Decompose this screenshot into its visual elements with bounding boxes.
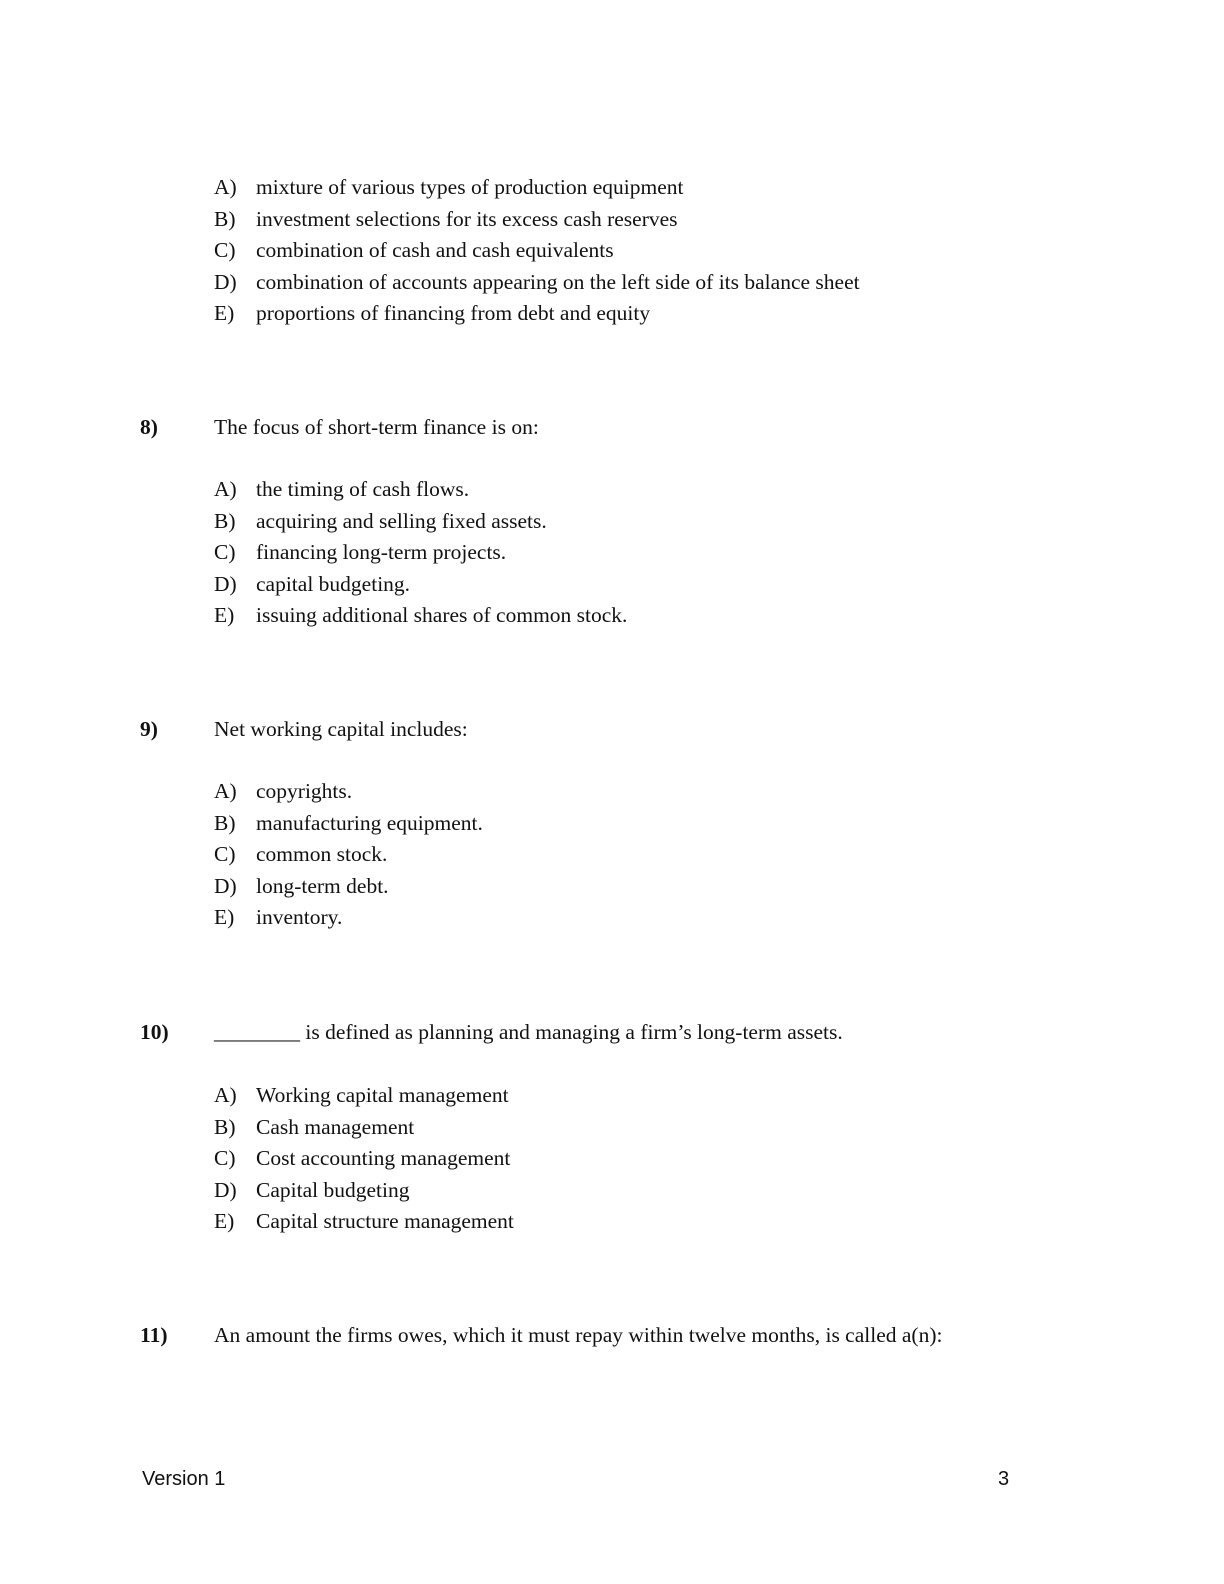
option-b — [214, 808, 483, 840]
option-e — [214, 1206, 514, 1238]
option-text: proportions of financing from debt and equity — [256, 301, 651, 325]
option-letter: C) — [214, 1146, 236, 1170]
option-text: Capital structure management — [256, 1209, 514, 1233]
question-text: An amount the firms owes, which it must repay within twelve months, is called a(n): — [214, 1323, 943, 1347]
question-9-stem — [140, 714, 468, 744]
option-text: combination of accounts appearing on the left side of its balance sheet — [256, 269, 860, 294]
option-letter: E) — [214, 1209, 235, 1233]
option-c — [214, 537, 627, 569]
option-text: Capital budgeting — [256, 1177, 410, 1202]
option-b — [214, 1112, 514, 1144]
option-letter: B) — [214, 810, 236, 835]
option-d — [214, 1175, 514, 1207]
option-a — [214, 1080, 514, 1112]
option-c — [214, 235, 860, 267]
question-number: 9) — [140, 717, 158, 741]
option-letter: B) — [214, 206, 236, 231]
option-letter: C) — [214, 842, 236, 866]
option-letter: D) — [214, 571, 237, 596]
option-text: investment selections for its excess cash reserves — [256, 206, 678, 231]
footer-page-number: 3 — [998, 1468, 1010, 1490]
option-text: manufacturing equipment. — [256, 810, 483, 835]
option-d — [214, 569, 627, 601]
option-letter: D) — [214, 1177, 237, 1202]
option-b — [214, 204, 860, 236]
option-letter: B) — [214, 1114, 236, 1139]
option-b — [214, 506, 627, 538]
question-number: 10) — [140, 1020, 169, 1044]
option-letter: E) — [214, 603, 235, 627]
option-letter: C) — [214, 540, 236, 564]
option-text: long-term debt. — [256, 873, 389, 898]
option-letter: E) — [214, 905, 235, 929]
option-letter: B) — [214, 508, 236, 533]
option-text: acquiring and selling fixed assets. — [256, 508, 547, 533]
question-11-stem — [140, 1320, 942, 1350]
option-c — [214, 1143, 514, 1175]
option-letter: A) — [214, 779, 237, 803]
question-8-stem — [140, 412, 539, 442]
option-letter: D) — [214, 873, 237, 898]
option-text: issuing additional shares of common stock. — [256, 603, 628, 627]
option-letter: A) — [214, 1083, 237, 1107]
question-text: ________ is defined as planning and managing a firm’s long-term assets. — [214, 1020, 843, 1044]
option-letter: E) — [214, 301, 235, 325]
question-10-options — [214, 1080, 514, 1238]
option-d — [214, 267, 860, 299]
option-e — [214, 600, 627, 632]
option-text: Cash management — [256, 1114, 415, 1139]
option-text: financing long-term projects. — [256, 540, 507, 564]
option-text: inventory. — [256, 905, 343, 929]
option-letter: D) — [214, 269, 237, 294]
question-text: The focus of short-term finance is on: — [214, 415, 539, 439]
option-text: mixture of various types of production equipment — [256, 175, 684, 199]
option-c — [214, 839, 483, 871]
option-text: common stock. — [256, 842, 388, 866]
option-a — [214, 776, 483, 808]
footer-version: Version 1 — [142, 1468, 226, 1490]
question-number: 8) — [140, 415, 158, 439]
option-text: Working capital management — [256, 1083, 509, 1107]
option-letter: A) — [214, 477, 237, 501]
option-text: combination of cash and cash equivalents — [256, 238, 614, 262]
option-text: Cost accounting management — [256, 1146, 511, 1170]
question-10-stem — [140, 1017, 843, 1047]
question-9-options — [214, 776, 483, 934]
question-number: 11) — [140, 1323, 168, 1347]
option-text: the timing of cash flows. — [256, 477, 470, 501]
option-d — [214, 871, 483, 903]
question-7-options — [214, 172, 860, 330]
option-letter: A) — [214, 175, 237, 199]
option-e — [214, 298, 860, 330]
option-a — [214, 474, 627, 506]
option-letter: C) — [214, 238, 236, 262]
option-a — [214, 172, 860, 204]
option-text: capital budgeting. — [256, 571, 411, 596]
question-text: Net working capital includes: — [214, 717, 468, 741]
option-text: copyrights. — [256, 779, 353, 803]
option-e — [214, 902, 483, 934]
question-8-options — [214, 474, 627, 632]
